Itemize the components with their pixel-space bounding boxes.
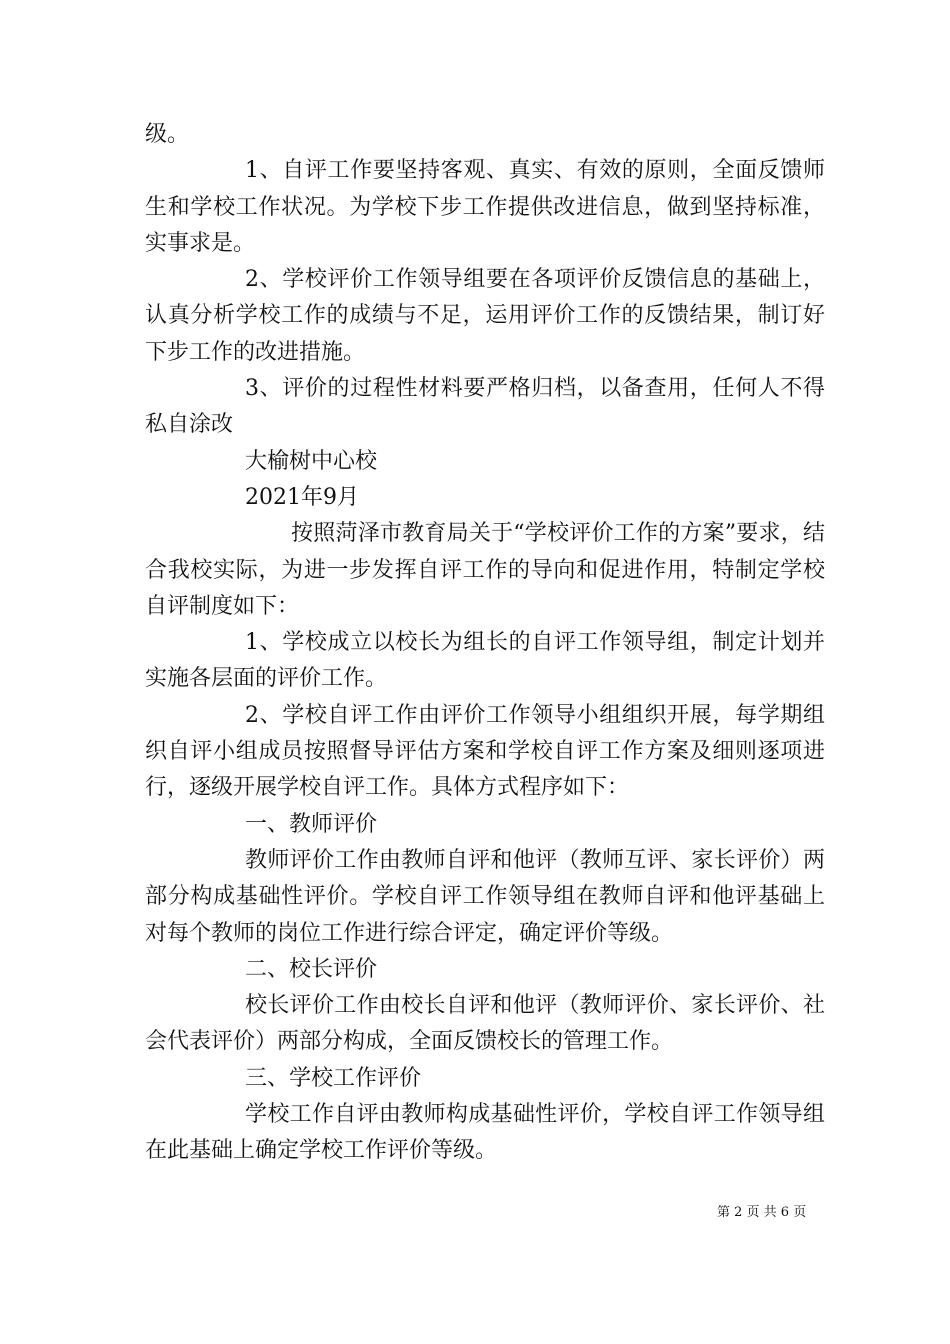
- signature-school: 大榆树中心校: [245, 448, 378, 474]
- paragraph-school-evaluation: 学校工作自评由教师构成基础性评价，学校自评工作领导组在此基础上确定学校工作评价等级。: [145, 1102, 825, 1164]
- section-heading-school-evaluation: 三、学校工作评价: [245, 1065, 422, 1091]
- page-number: 第 2 页 共 6 页: [717, 1205, 807, 1220]
- paragraph-teacher-evaluation: 教师评价工作由教师自评和他评（教师互评、家长评价）两部分构成基础性评价。学校自评工作领导组在教师自评和他评基础上对每个教师的岗位工作进行综合评定，确定评价等级。: [145, 847, 825, 946]
- signature-date: 2021年9月: [245, 484, 359, 510]
- document-body: [145, 117, 825, 1170]
- paragraph-item-2: 2、学校自评工作由评价工作领导小组组织开展，每学期组织自评小组成员按照督导评估方案和学校自评工作方案及细则逐项进行，逐级开展学校自评工作。具体方式程序如下：: [145, 702, 825, 801]
- paragraph-requirement-1: 1、自评工作要坚持客观、真实、有效的原则，全面反馈师生和学校工作状况。为学校下步工作提供改进信息，做到坚持标准，实事求是。: [145, 158, 825, 256]
- paragraph-intro: 按照菏泽市教育局关于“学校评价工作的方案”要求，结合我校实际，为进一步发挥自评工作的导向和促进作用，特制定学校自评制度如下：: [145, 521, 825, 619]
- paragraph-requirement-3: 3、评价的过程性材料要严格归档，以备查用，任何人不得私自涂改: [145, 376, 825, 438]
- paragraph-item-1: 1、学校成立以校长为组长的自评工作领导组，制定计划并实施各层面的评价工作。: [145, 630, 825, 692]
- section-heading-teacher-evaluation: 一、教师评价: [245, 811, 378, 837]
- paragraph-principal-evaluation: 校长评价工作由校长自评和他评（教师评价、家长评价、社会代表评价）两部分构成，全面反馈校长的管理工作。: [145, 993, 825, 1055]
- paragraph-continued: 级。: [145, 122, 190, 147]
- section-heading-principal-evaluation: 二、校长评价: [245, 956, 378, 982]
- paragraph-requirement-2: 2、学校评价工作领导组要在各项评价反馈信息的基础上，认真分析学校工作的成绩与不足，运用评价工作的反馈结果，制订好下步工作的改进措施。: [145, 267, 825, 365]
